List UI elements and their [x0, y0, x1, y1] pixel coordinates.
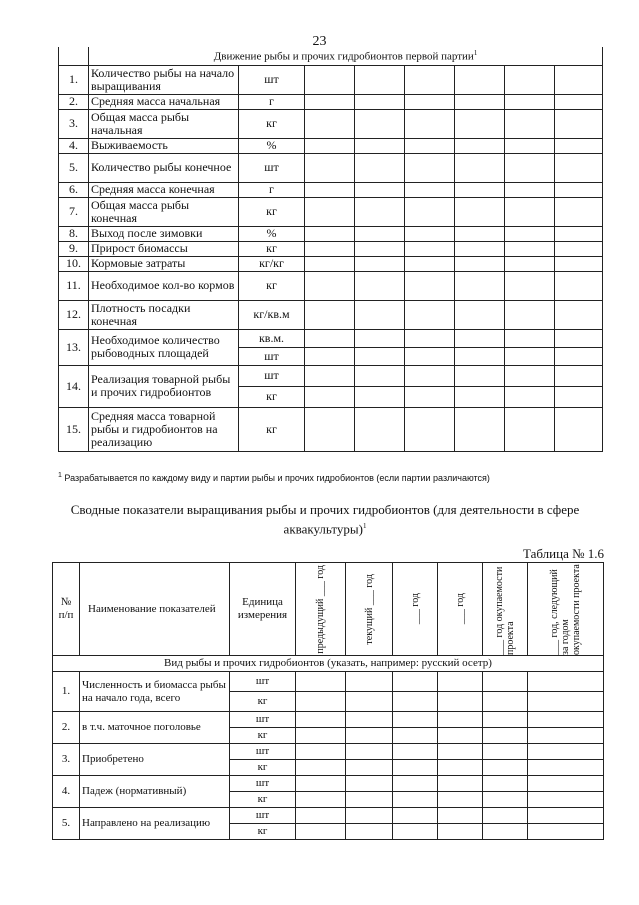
row-name: Плотность посадки конечная — [89, 300, 239, 329]
data-cell — [405, 182, 455, 197]
table-row — [59, 197, 603, 226]
data-cell — [405, 300, 455, 329]
row-unit: кг — [230, 792, 296, 808]
data-cell — [528, 808, 604, 824]
data-cell — [438, 776, 483, 792]
data-cell — [438, 808, 483, 824]
row-name: Общая масса рыбы конечная — [89, 197, 239, 226]
row-unit: г — [239, 182, 305, 197]
data-cell — [555, 365, 603, 386]
data-cell — [296, 824, 346, 840]
data-cell — [555, 300, 603, 329]
table-row — [59, 94, 603, 109]
data-cell — [405, 365, 455, 386]
col-num-header: № п/п — [53, 563, 80, 656]
data-cell — [355, 109, 405, 138]
data-cell — [296, 760, 346, 776]
row-number: 6. — [59, 182, 89, 197]
data-cell — [555, 94, 603, 109]
data-cell — [346, 744, 393, 760]
data-cell — [305, 226, 355, 241]
data-cell — [555, 109, 603, 138]
table-row — [59, 241, 603, 256]
table-row — [53, 712, 604, 728]
data-cell — [555, 65, 603, 94]
year-col-header — [296, 563, 346, 656]
row-number: 4. — [59, 138, 89, 153]
row-unit: кг — [239, 109, 305, 138]
year-col-label: ___ год — [454, 593, 466, 625]
row-name: Реализация товарной рыбы и прочих гидробионтов — [89, 365, 239, 407]
row-name: Выживаемость — [89, 138, 239, 153]
row-unit: шт — [239, 153, 305, 182]
row-number: 5. — [59, 153, 89, 182]
data-cell — [528, 692, 604, 712]
data-cell — [455, 365, 505, 386]
col-name-header: Наименование показателей — [80, 563, 230, 656]
header-blank-cell — [59, 47, 89, 65]
row-unit: шт — [230, 808, 296, 824]
data-cell — [355, 153, 405, 182]
data-cell — [405, 241, 455, 256]
row-name: Средняя масса конечная — [89, 182, 239, 197]
data-cell — [528, 744, 604, 760]
data-cell — [355, 329, 405, 347]
row-unit: кг — [230, 692, 296, 712]
data-cell — [455, 241, 505, 256]
row-number: 9. — [59, 241, 89, 256]
page-number: 23 — [312, 34, 327, 49]
data-cell — [393, 692, 438, 712]
data-cell — [305, 365, 355, 386]
data-cell — [505, 329, 555, 347]
data-cell — [305, 300, 355, 329]
row-number: 2. — [53, 712, 80, 744]
data-cell — [483, 776, 528, 792]
data-cell — [505, 271, 555, 300]
table-row — [59, 365, 603, 386]
data-cell — [455, 386, 505, 407]
row-number: 7. — [59, 197, 89, 226]
row-number: 3. — [53, 744, 80, 776]
data-cell — [455, 94, 505, 109]
summary-title: Сводные показатели выращивания рыбы и прочих гидробионтов (для деятельности в сфере аквакультуры)$^1$ — [70, 502, 580, 537]
data-cell — [555, 256, 603, 271]
data-cell — [355, 241, 405, 256]
summary-table — [52, 562, 604, 840]
data-cell — [296, 728, 346, 744]
year-col-label: ___ год, следующий за годом окупаемости проекта — [549, 564, 582, 655]
table-row — [53, 744, 604, 760]
data-cell — [305, 182, 355, 197]
data-cell — [455, 347, 505, 365]
table-row — [59, 138, 603, 153]
data-cell — [455, 256, 505, 271]
year-col-header — [438, 563, 483, 656]
data-cell — [555, 347, 603, 365]
data-cell — [528, 824, 604, 840]
data-cell — [405, 94, 455, 109]
data-cell — [305, 94, 355, 109]
data-cell — [296, 744, 346, 760]
fish-movement-header: Движение рыбы и прочих гидробионтов первой партии$^1$ — [89, 47, 603, 65]
row-number: 13. — [59, 329, 89, 365]
data-cell — [305, 138, 355, 153]
data-cell — [505, 407, 555, 451]
year-col-label: ___ год окупаемости проекта — [494, 566, 516, 655]
data-cell — [455, 300, 505, 329]
table-row — [53, 672, 604, 692]
data-cell — [405, 386, 455, 407]
data-cell — [455, 407, 505, 451]
data-cell — [346, 672, 393, 692]
data-cell — [346, 792, 393, 808]
data-cell — [393, 760, 438, 776]
data-cell — [483, 824, 528, 840]
row-number: 12. — [59, 300, 89, 329]
data-cell — [455, 197, 505, 226]
col-unit-header: Единица измерения — [230, 563, 296, 656]
data-cell — [405, 153, 455, 182]
data-cell — [305, 271, 355, 300]
table-row — [53, 776, 604, 792]
row-unit: кг/кг — [239, 256, 305, 271]
row-unit: кг — [239, 197, 305, 226]
row-name: Направлено на реализацию — [80, 808, 230, 840]
row-unit: кг — [239, 241, 305, 256]
footnote: $^1$ Разрабатывается по каждому виду и партии рыбы и прочих гидробионтов (если партии различаются) — [58, 472, 490, 483]
table-row — [59, 271, 603, 300]
table-row — [59, 226, 603, 241]
row-number: 4. — [53, 776, 80, 808]
row-unit: кг/кв.м — [239, 300, 305, 329]
data-cell — [393, 712, 438, 728]
table-row — [59, 329, 603, 347]
data-cell — [555, 271, 603, 300]
data-cell — [405, 109, 455, 138]
data-cell — [483, 760, 528, 776]
row-number: 5. — [53, 808, 80, 840]
row-number: 3. — [59, 109, 89, 138]
data-cell — [305, 197, 355, 226]
table-row — [59, 153, 603, 182]
section-title: Вид рыбы и прочих гидробионтов (указать, например: русский осетр) — [53, 656, 604, 672]
table-row — [59, 256, 603, 271]
row-name: Выход после зимовки — [89, 226, 239, 241]
row-name: Приобретено — [80, 744, 230, 776]
data-cell — [483, 744, 528, 760]
data-cell — [438, 792, 483, 808]
row-unit: шт — [239, 65, 305, 94]
row-unit: кв.м. — [239, 329, 305, 347]
data-cell — [305, 386, 355, 407]
data-cell — [528, 672, 604, 692]
data-cell — [505, 109, 555, 138]
row-name: Необходимое количество рыбоводных площадей — [89, 329, 239, 365]
row-name: Количество рыбы на начало выращивания — [89, 65, 239, 94]
data-cell — [528, 728, 604, 744]
data-cell — [555, 241, 603, 256]
data-cell — [455, 65, 505, 94]
data-cell — [296, 672, 346, 692]
row-unit: кг — [239, 386, 305, 407]
data-cell — [355, 347, 405, 365]
row-unit: г — [239, 94, 305, 109]
data-cell — [296, 692, 346, 712]
data-cell — [528, 792, 604, 808]
row-number: 15. — [59, 407, 89, 451]
data-cell — [405, 329, 455, 347]
data-cell — [555, 182, 603, 197]
data-cell — [505, 347, 555, 365]
data-cell — [455, 226, 505, 241]
data-cell — [555, 226, 603, 241]
data-cell — [555, 329, 603, 347]
data-cell — [355, 271, 405, 300]
data-cell — [355, 386, 405, 407]
data-cell — [438, 744, 483, 760]
data-cell — [305, 65, 355, 94]
data-cell — [555, 386, 603, 407]
data-cell — [505, 256, 555, 271]
row-name: Кормовые затраты — [89, 256, 239, 271]
data-cell — [483, 728, 528, 744]
data-cell — [305, 329, 355, 347]
data-cell — [393, 728, 438, 744]
data-cell — [346, 692, 393, 712]
data-cell — [393, 824, 438, 840]
data-cell — [355, 226, 405, 241]
fish-movement-table — [58, 47, 603, 452]
row-number: 14. — [59, 365, 89, 407]
data-cell — [455, 109, 505, 138]
row-name: Падеж (нормативный) — [80, 776, 230, 808]
data-cell — [355, 94, 405, 109]
row-name: Средняя масса товарной рыбы и гидробионтов на реализацию — [89, 407, 239, 451]
data-cell — [455, 271, 505, 300]
data-cell — [505, 300, 555, 329]
row-name: Количество рыбы конечное — [89, 153, 239, 182]
data-cell — [393, 776, 438, 792]
data-cell — [505, 182, 555, 197]
data-cell — [455, 138, 505, 153]
data-cell — [305, 241, 355, 256]
data-cell — [438, 672, 483, 692]
year-col-header — [393, 563, 438, 656]
data-cell — [438, 824, 483, 840]
row-name: Необходимое кол-во кормов — [89, 271, 239, 300]
data-cell — [528, 760, 604, 776]
data-cell — [438, 728, 483, 744]
row-unit: кг — [230, 824, 296, 840]
data-cell — [346, 760, 393, 776]
row-number: 1. — [53, 672, 80, 712]
row-name: Численность и биомасса рыбы на начало года, всего — [80, 672, 230, 712]
data-cell — [305, 256, 355, 271]
data-cell — [528, 776, 604, 792]
data-cell — [393, 672, 438, 692]
data-cell — [355, 256, 405, 271]
data-cell — [305, 153, 355, 182]
row-unit: шт — [230, 672, 296, 692]
row-unit: шт — [230, 776, 296, 792]
data-cell — [505, 153, 555, 182]
year-col-header — [346, 563, 393, 656]
data-cell — [405, 226, 455, 241]
table-row — [59, 65, 603, 94]
data-cell — [355, 197, 405, 226]
year-col-header — [483, 563, 528, 656]
data-cell — [346, 728, 393, 744]
row-unit: кг — [239, 271, 305, 300]
data-cell — [305, 109, 355, 138]
row-unit: % — [239, 138, 305, 153]
table-row — [53, 808, 604, 824]
data-cell — [405, 138, 455, 153]
row-name: в т.ч. маточное поголовье — [80, 712, 230, 744]
row-number: 10. — [59, 256, 89, 271]
data-cell — [405, 65, 455, 94]
data-cell — [505, 94, 555, 109]
data-cell — [296, 808, 346, 824]
data-cell — [405, 197, 455, 226]
data-cell — [346, 808, 393, 824]
data-cell — [483, 712, 528, 728]
data-cell — [555, 153, 603, 182]
data-cell — [305, 347, 355, 365]
data-cell — [505, 65, 555, 94]
year-col-label: предыдущий ___ год — [315, 564, 326, 654]
data-cell — [555, 138, 603, 153]
data-cell — [355, 138, 405, 153]
table-row — [59, 300, 603, 329]
data-cell — [305, 407, 355, 451]
data-cell — [355, 65, 405, 94]
data-cell — [505, 197, 555, 226]
data-cell — [405, 256, 455, 271]
data-cell — [405, 407, 455, 451]
year-col-header — [528, 563, 604, 656]
data-cell — [296, 792, 346, 808]
data-cell — [483, 692, 528, 712]
row-number: 11. — [59, 271, 89, 300]
row-name: Прирост биомассы — [89, 241, 239, 256]
year-col-label: ___ год — [409, 593, 421, 625]
data-cell — [355, 407, 405, 451]
row-name: Средняя масса начальная — [89, 94, 239, 109]
row-number: 2. — [59, 94, 89, 109]
data-cell — [555, 407, 603, 451]
data-cell — [346, 824, 393, 840]
data-cell — [455, 182, 505, 197]
year-col-label: текущий ___ год — [363, 573, 375, 645]
row-unit: шт — [239, 365, 305, 386]
data-cell — [296, 712, 346, 728]
data-cell — [483, 792, 528, 808]
data-cell — [555, 197, 603, 226]
row-name: Общая масса рыбы начальная — [89, 109, 239, 138]
row-unit: кг — [230, 760, 296, 776]
row-unit: кг — [239, 407, 305, 451]
data-cell — [505, 241, 555, 256]
data-cell — [405, 347, 455, 365]
data-cell — [355, 365, 405, 386]
data-cell — [355, 300, 405, 329]
data-cell — [483, 672, 528, 692]
data-cell — [528, 712, 604, 728]
row-unit: шт — [230, 744, 296, 760]
data-cell — [296, 776, 346, 792]
data-cell — [438, 712, 483, 728]
row-number: 1. — [59, 65, 89, 94]
data-cell — [505, 138, 555, 153]
data-cell — [438, 760, 483, 776]
data-cell — [505, 386, 555, 407]
data-cell — [455, 329, 505, 347]
table-row — [59, 182, 603, 197]
data-cell — [393, 744, 438, 760]
data-cell — [505, 365, 555, 386]
data-cell — [483, 808, 528, 824]
data-cell — [455, 153, 505, 182]
row-number: 8. — [59, 226, 89, 241]
data-cell — [355, 182, 405, 197]
data-cell — [438, 692, 483, 712]
table-label: Таблица № 1.6 — [522, 546, 604, 561]
row-unit: шт — [230, 712, 296, 728]
table-row — [59, 407, 603, 451]
data-cell — [346, 712, 393, 728]
row-unit: % — [239, 226, 305, 241]
data-cell — [505, 226, 555, 241]
data-cell — [346, 776, 393, 792]
table-row — [59, 109, 603, 138]
data-cell — [393, 808, 438, 824]
row-unit: шт — [239, 347, 305, 365]
data-cell — [405, 271, 455, 300]
row-unit: кг — [230, 728, 296, 744]
data-cell — [393, 792, 438, 808]
